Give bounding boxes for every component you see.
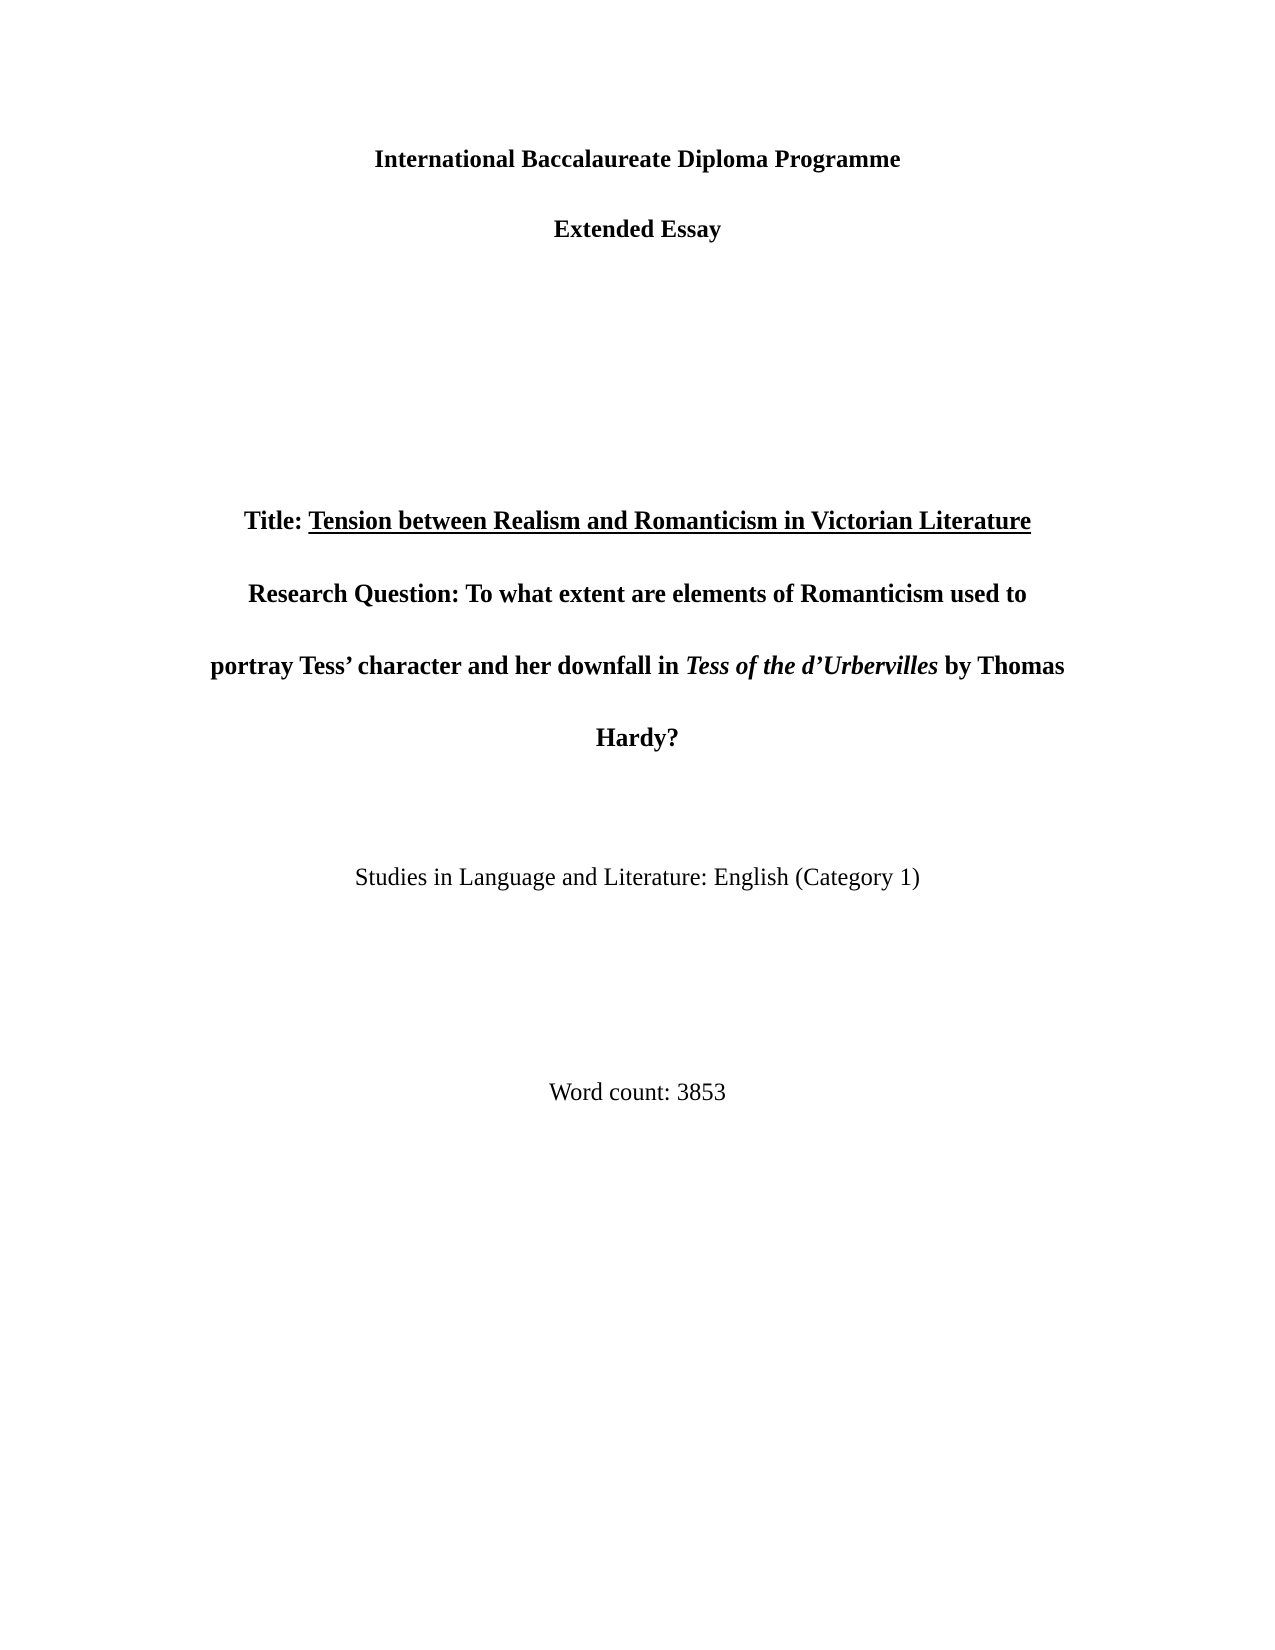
research-question-line-2	[26, 650, 1250, 681]
essay-title-line	[26, 505, 1250, 536]
assessment-type-heading: Extended Essay	[553, 214, 722, 243]
research-question-line-1	[26, 578, 1250, 609]
research-question-label: Research Question:	[248, 578, 466, 608]
essay-title-text: Tension between Realism and Romanticism in Victorian Literature	[308, 505, 1032, 535]
word-count-line: Word count: 3853	[549, 1079, 726, 1106]
research-question-text-part-2-post: by Thomas	[938, 650, 1065, 680]
research-question-text-part-3: Hardy?	[595, 722, 680, 752]
programme-heading: International Baccalaureate Diploma Programme	[374, 144, 901, 173]
research-question-line-3	[26, 722, 1250, 753]
literary-work-title: Tess of the d’Urbervilles	[685, 650, 939, 680]
title-label: Title:	[243, 505, 309, 535]
research-question-text-part-1: To what extent are elements of Romanticism used to	[465, 578, 1027, 608]
research-question-text-part-2-pre: portray Tess’ character and her downfall in	[210, 650, 686, 680]
subject-line: Studies in Language and Literature: English (Category 1)	[354, 864, 921, 891]
